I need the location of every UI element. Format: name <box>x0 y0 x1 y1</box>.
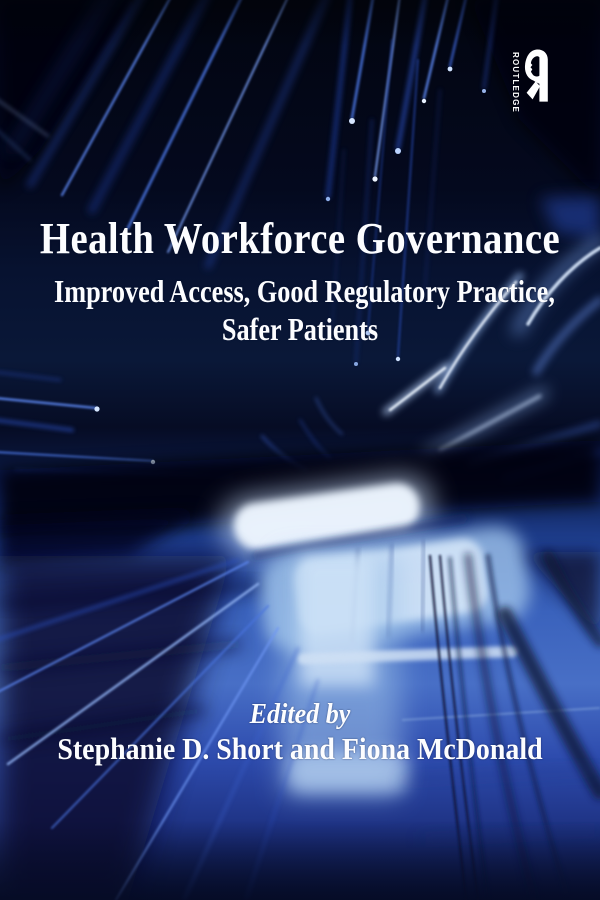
subtitle-line-1: Improved Access, Good Regulatory Practice, <box>54 273 555 309</box>
book-title: Health Workforce Governance <box>39 214 561 263</box>
subtitle-line-2: Safer Patients <box>221 311 379 347</box>
book-subtitle <box>0 272 600 348</box>
publisher-name: ROUTLEDGE <box>511 52 520 114</box>
publisher-logo <box>511 49 549 113</box>
edited-by-label: Edited by <box>249 698 351 730</box>
editor-names: Stephanie D. Short and Fiona McDonald <box>57 731 543 766</box>
routledge-r-mark-icon <box>523 49 549 102</box>
